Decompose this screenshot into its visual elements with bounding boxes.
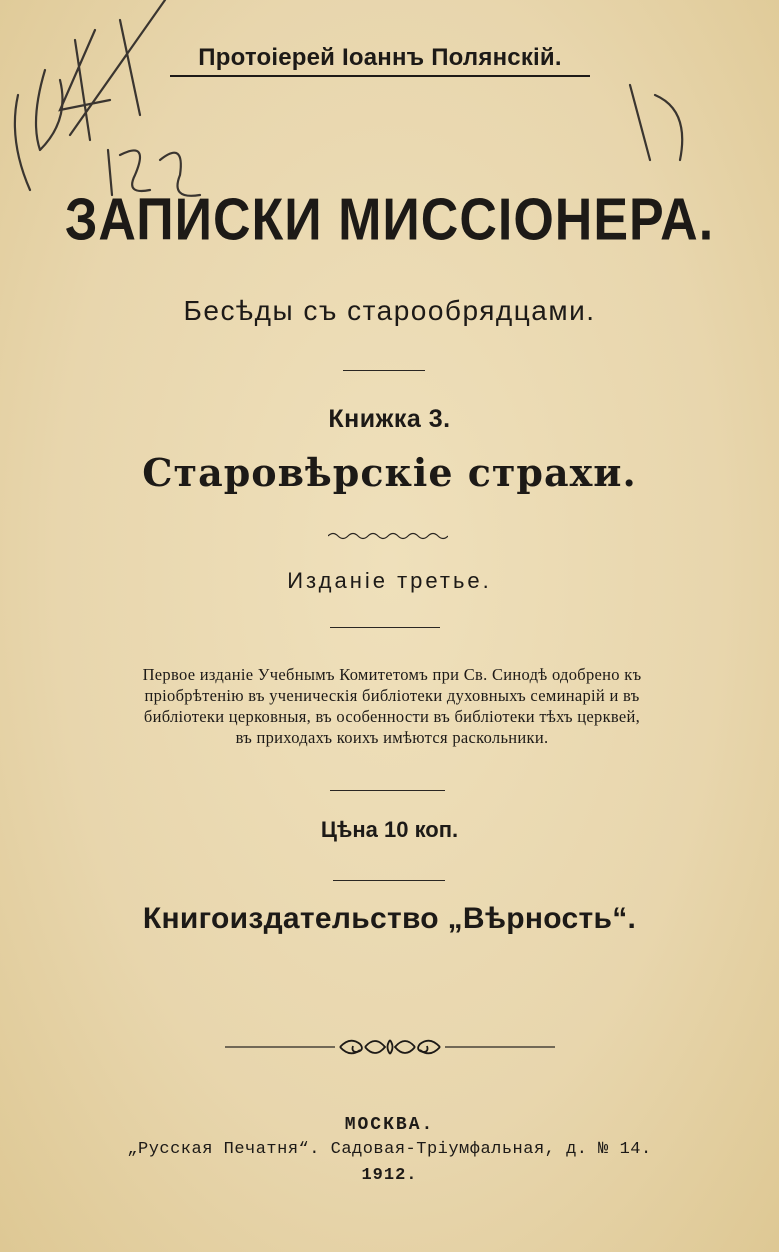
approval-line: въ приходахъ коихъ имѣются раскольники. [235,728,549,747]
price-label: Цѣна 10 коп. [320,817,459,842]
divider-short [343,370,425,371]
publisher-name: Книгоиздательство „Вѣрность“. [142,902,637,935]
approval-line: пріобрѣтенію въ ученическія библіотеки духовныхъ семинарій и въ [144,686,640,705]
book-series-title: ЗАПИСКИ МИССІОНЕРА. [64,186,715,254]
divider-short [330,627,440,628]
divider-short [330,790,445,791]
floral-ornament-icon [225,1032,555,1062]
publication-year: 1912. [361,1166,418,1185]
wavy-ornament [328,530,448,542]
approval-note [62,664,722,748]
author-name: Протоіерей Іоаннъ Полянскій. [198,44,562,71]
book-number: Книжка 3. [328,405,451,433]
divider-short [333,880,445,881]
book-subtitle: Бесѣды съ старообрядцами. [183,295,596,326]
edition-label: Изданіе третье. [287,568,492,593]
approval-line: Первое изданіе Учебнымъ Комитетомъ при Св. Синодѣ одобрено къ [142,665,642,684]
author-underline [170,75,590,77]
publication-city: МОСКВА. [344,1115,435,1135]
printer-address: „Русская Печатня“. Садовая-Тріумфальная, д. № 14. [127,1140,652,1159]
approval-line: библіотеки церковныя, въ особенности въ библіотеки тѣхъ церквей, [143,707,641,726]
book-title: Старовѣрскіе страхи. [142,450,637,495]
